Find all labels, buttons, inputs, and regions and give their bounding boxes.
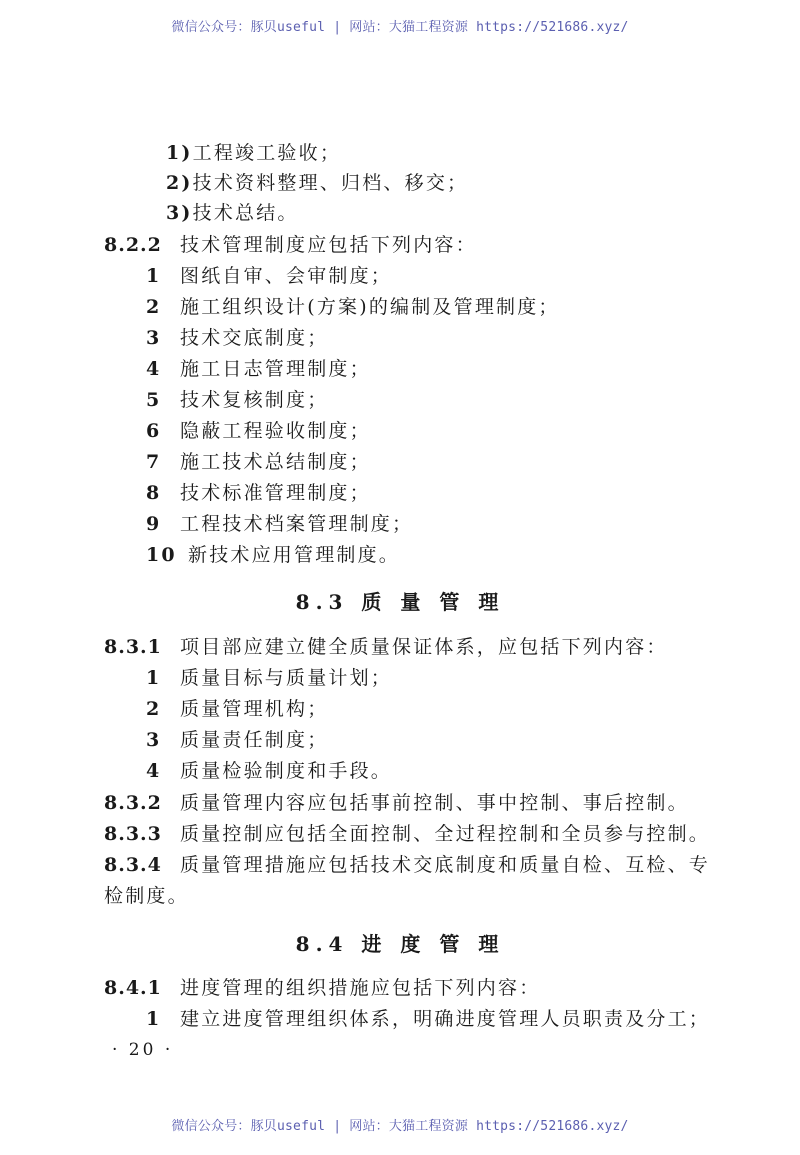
list-item: [166, 168, 468, 195]
list-item: [146, 478, 371, 505]
list-item: [146, 261, 392, 288]
clause-text: 质量控制应包括全面控制、全过程控制和全员参与控制。: [180, 823, 711, 845]
list-item: [146, 725, 328, 752]
item-number: 2: [146, 296, 162, 318]
clause-number: 8.3.4: [104, 854, 162, 876]
item-number: 4: [146, 760, 162, 782]
section-heading-8-3: 8.3 质 量 管 理: [295, 590, 505, 614]
item-text: 质量检验制度和手段。: [180, 760, 393, 782]
item-text: 新技术应用管理制度。: [188, 544, 401, 566]
item-text: 技术资料整理、归档、移交；: [192, 172, 469, 194]
item-text: 技术交底制度；: [180, 327, 329, 349]
item-text: 建立进度管理组织体系，明确进度管理人员职责及分工；: [180, 1008, 711, 1030]
item-number: 2: [146, 698, 162, 720]
item-number: 3: [146, 729, 162, 751]
item-text: 技术标准管理制度；: [180, 482, 371, 504]
list-item: [146, 663, 392, 690]
clause-8-3-2: [104, 788, 689, 815]
item-number: 6: [146, 420, 162, 442]
watermark-bottom: 微信公众号：豚贝useful | 网站：大猫工程资源 https://521686.xyz/: [171, 1119, 629, 1134]
list-item: [146, 292, 560, 319]
item-text: 质量目标与质量计划；: [180, 667, 393, 689]
watermark-top: 微信公众号：豚贝useful | 网站：大猫工程资源 https://521686.xyz/: [171, 20, 629, 35]
list-item: [146, 385, 328, 412]
item-number: 5: [146, 389, 162, 411]
list-item: [146, 694, 328, 721]
clause-8-2-2: [104, 230, 477, 257]
list-item: [166, 138, 341, 165]
clause-text: 质量管理内容应包括事前控制、事中控制、事后控制。: [180, 792, 689, 814]
list-item: [146, 354, 371, 381]
list-item: [146, 416, 371, 443]
item-number: 3): [166, 202, 193, 224]
list-item: [146, 323, 328, 350]
item-number: 9: [146, 513, 162, 535]
item-text: 技术总结。: [192, 202, 299, 224]
list-item: [146, 1004, 710, 1031]
item-number: 10: [146, 544, 177, 566]
item-text: 工程竣工验收；: [192, 142, 342, 164]
list-item: [146, 540, 400, 567]
item-number: 2): [166, 172, 193, 194]
list-item: [166, 198, 299, 225]
page-number: · 20 ·: [112, 1040, 174, 1060]
clause-text: 质量管理措施应包括技术交底制度和质量自检、互检、专: [180, 854, 711, 876]
item-number: 4: [146, 358, 162, 380]
item-text: 技术复核制度；: [180, 389, 329, 411]
list-item: [146, 756, 392, 783]
clause-number: 8.3.1: [104, 636, 162, 658]
clause-8-3-4: [104, 850, 710, 877]
item-text: 图纸自审、会审制度；: [180, 265, 393, 287]
clause-number: 8.2.2: [104, 234, 162, 256]
clause-number: 8.3.2: [104, 792, 162, 814]
clause-8-4-1: [104, 973, 540, 1000]
item-text: 工程技术档案管理制度；: [180, 513, 414, 535]
item-number: 7: [146, 451, 162, 473]
clause-number: 8.3.3: [104, 823, 162, 845]
item-text: 施工组织设计(方案)的编制及管理制度；: [180, 296, 560, 318]
clause-text: 项目部应建立健全质量保证体系，应包括下列内容：: [180, 636, 668, 658]
item-number: 1: [146, 265, 162, 287]
item-text: 隐蔽工程验收制度；: [180, 420, 371, 442]
clause-text: 技术管理制度应包括下列内容：: [180, 234, 477, 256]
item-number: 1): [166, 142, 193, 164]
clause-8-3-1: [104, 632, 668, 659]
clause-8-3-3: [104, 819, 710, 846]
list-item: [146, 447, 371, 474]
item-number: 8: [146, 482, 162, 504]
clause-text: 进度管理的组织措施应包括下列内容：: [180, 977, 541, 999]
item-text: 施工日志管理制度；: [180, 358, 371, 380]
list-item: [146, 509, 413, 536]
item-text: 质量管理机构；: [180, 698, 329, 720]
item-number: 3: [146, 327, 162, 349]
item-number: 1: [146, 667, 162, 689]
clause-8-3-4-continuation: 检制度。: [104, 885, 189, 907]
section-heading-8-4: 8.4 进 度 管 理: [295, 932, 505, 956]
clause-number: 8.4.1: [104, 977, 162, 999]
item-number: 1: [146, 1008, 162, 1030]
item-text: 质量责任制度；: [180, 729, 329, 751]
item-text: 施工技术总结制度；: [180, 451, 371, 473]
